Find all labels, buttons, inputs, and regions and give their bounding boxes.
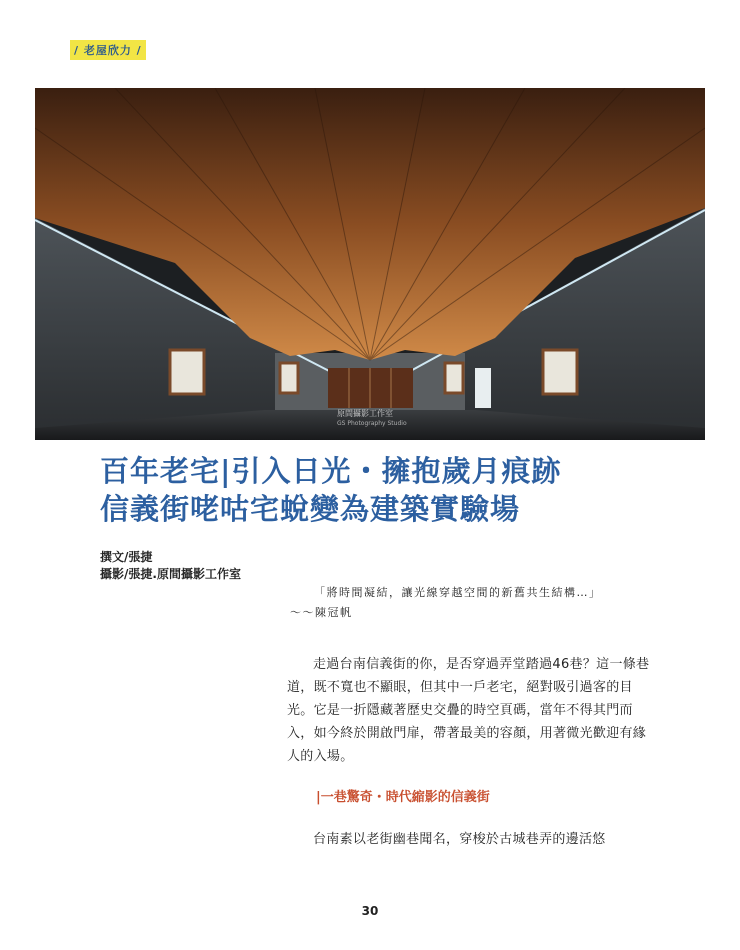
paragraph-2: 台南素以老街幽巷聞名，穿梭於古城巷弄的邊活悠 [313,832,606,847]
interior-illustration [35,88,705,440]
credits [100,549,241,583]
watermark-line1: 原間攝影工作室 [337,409,393,418]
section-tag: / 老屋欣力 / [70,40,146,60]
quote-attribution: 〜〜陳冠帆 [290,606,353,619]
credit-author: 撰文/張捷 [100,550,153,564]
hero-photo [35,88,705,440]
photo-watermark [337,409,407,429]
credit-photo: 攝影/張捷.原間攝影工作室 [100,567,241,581]
pull-quote [290,583,650,623]
article-title [100,452,700,528]
title-line2: 信義街咾咕宅蛻變為建築實驗場 [100,492,521,526]
title-line1: 百年老宅|引入日光・擁抱歲月痕跡 [100,454,562,488]
section-subheading: |一巷驚奇・時代縮影的信義街 [316,790,490,805]
page-number: 30 [361,904,379,918]
paragraph-1: 走過台南信義街的你，是否穿過弄堂踏過46巷？這一條巷道，既不寬也不顯眼，但其中一戶老宅，絕對吸引過客的目光。它是一折隱藏著歷史交疊的時空頁碼，當年不得其門而入，如今終於開啟門扉，帶著最美的容顏，用著微光歡迎有緣人的入場。 [287,657,650,764]
quote-text: 「將時間凝結，讓光線穿越空間的新舊共生結構…」 [314,586,602,599]
watermark-line2: GS Photography Studio [337,420,407,427]
